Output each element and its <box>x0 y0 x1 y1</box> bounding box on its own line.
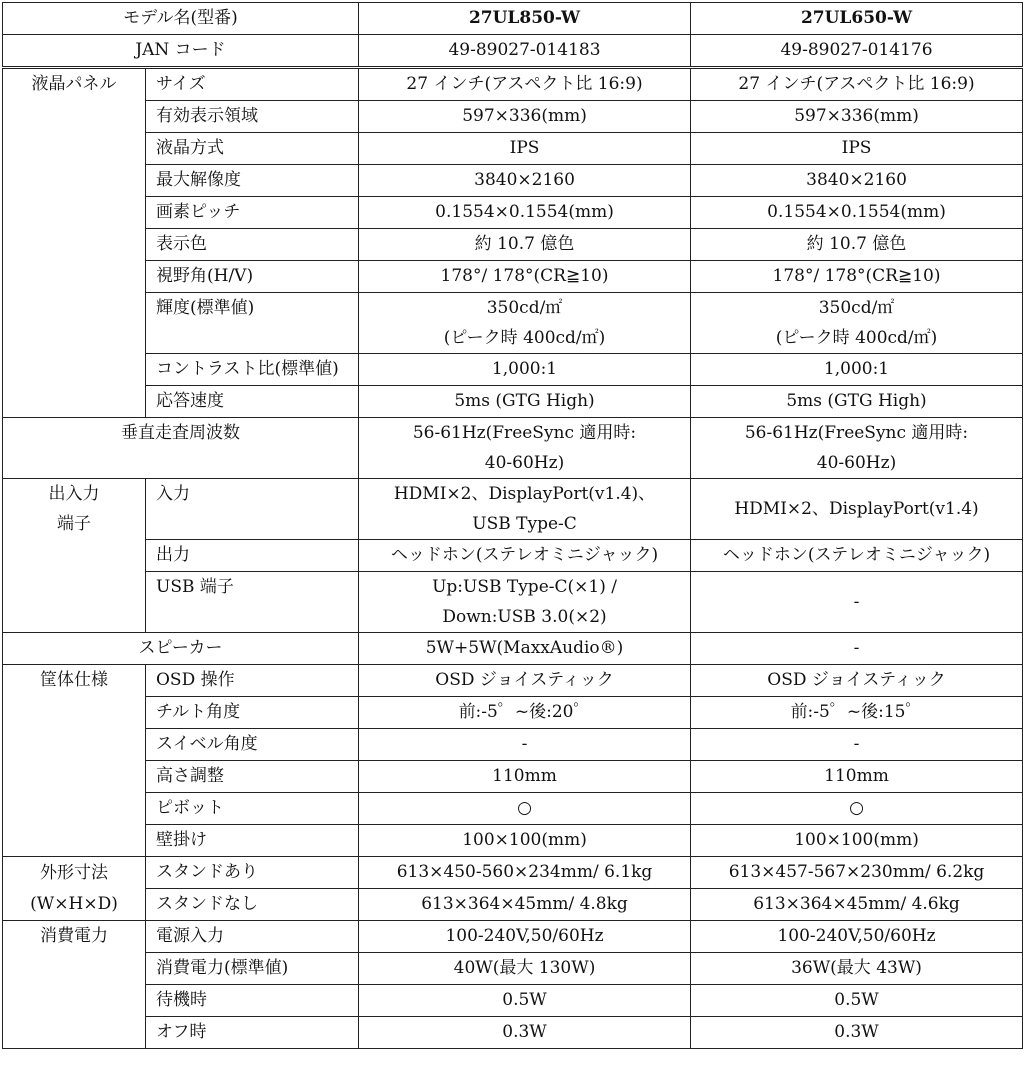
vfreq-b-line1: 56-61Hz(FreeSync 適用時: <box>744 423 969 443</box>
table-row <box>3 540 1023 572</box>
spec-table <box>2 2 1023 1049</box>
value-b: IPS <box>691 133 1023 165</box>
table-row <box>3 761 1023 793</box>
value-b: 100×100(mm) <box>691 825 1023 857</box>
value-b: 613×364×45mm/ 4.6kg <box>691 889 1023 921</box>
row-label: ピボット <box>146 793 359 825</box>
value-b: 27 インチ(アスペクト比 16:9) <box>691 68 1023 101</box>
value-b: 前:-5゜~後:15゜ <box>691 697 1023 729</box>
value-a: 110mm <box>359 761 691 793</box>
value-b: 5ms (GTG High) <box>691 386 1023 418</box>
model-b: 27UL650-W <box>691 3 1023 35</box>
row-label: スタンドなし <box>146 889 359 921</box>
model-row <box>3 3 1023 35</box>
power-group-label: 消費電力 <box>3 921 146 1049</box>
value-b: 約 10.7 億色 <box>691 229 1023 261</box>
input-a-line2: USB Type-C <box>472 514 577 534</box>
dimensions-group-label <box>3 857 146 921</box>
table-row <box>3 953 1023 985</box>
value-b: 613×457-567×230mm/ 6.2kg <box>691 857 1023 889</box>
table-row <box>3 697 1023 729</box>
brightness-b-line2: (ピーク時 400cd/㎡) <box>775 328 938 348</box>
row-label: 応答速度 <box>146 386 359 418</box>
row-label: 視野角(H/V) <box>146 261 359 293</box>
io-label-line2: 端子 <box>57 514 91 534</box>
table-row <box>3 665 1023 697</box>
table-row <box>3 793 1023 825</box>
table-row <box>3 921 1023 953</box>
speaker-label: スピーカー <box>3 633 359 665</box>
table-row <box>3 68 1023 101</box>
table-row <box>3 633 1023 665</box>
table-row <box>3 293 1023 354</box>
row-label: オフ時 <box>146 1017 359 1049</box>
row-label: OSD 操作 <box>146 665 359 697</box>
table-row <box>3 261 1023 293</box>
row-label: チルト角度 <box>146 697 359 729</box>
value-a: ○ <box>359 793 691 825</box>
value-a: 100×100(mm) <box>359 825 691 857</box>
value-a: 3840×2160 <box>359 165 691 197</box>
row-label: 輝度(標準値) <box>146 293 359 354</box>
value-a: IPS <box>359 133 691 165</box>
vfreq-b-line2: 40-60Hz) <box>816 453 897 473</box>
dimensions-label-line2: (W×H×D) <box>30 893 118 914</box>
table-row <box>3 1017 1023 1049</box>
row-label: 入力 <box>146 479 359 540</box>
value-a: 0.3W <box>359 1017 691 1049</box>
value-b: 597×336(mm) <box>691 101 1023 133</box>
value-b <box>691 293 1023 354</box>
jan-a: 49-89027-014183 <box>359 35 691 68</box>
row-label: 表示色 <box>146 229 359 261</box>
value-b: 1,000:1 <box>691 354 1023 386</box>
row-label: 液晶方式 <box>146 133 359 165</box>
brightness-a-line1: 350cd/㎡ <box>486 298 563 318</box>
value-a: 0.1554×0.1554(mm) <box>359 197 691 229</box>
value-a: 1,000:1 <box>359 354 691 386</box>
value-b: ヘッドホン(ステレオミニジャック) <box>691 540 1023 572</box>
value-a: 5W+5W(MaxxAudio®) <box>359 633 691 665</box>
value-a: 178°/ 178°(CR≧10) <box>359 261 691 293</box>
table-row <box>3 857 1023 889</box>
value-a: 5ms (GTG High) <box>359 386 691 418</box>
table-row <box>3 165 1023 197</box>
row-label: 出力 <box>146 540 359 572</box>
value-a: 100-240V,50/60Hz <box>359 921 691 953</box>
row-label: 壁掛け <box>146 825 359 857</box>
row-label: 消費電力(標準値) <box>146 953 359 985</box>
value-b: 100-240V,50/60Hz <box>691 921 1023 953</box>
row-label: 待機時 <box>146 985 359 1017</box>
value-b: 0.5W <box>691 985 1023 1017</box>
value-b: - <box>691 729 1023 761</box>
table-row <box>3 985 1023 1017</box>
value-a: 40W(最大 130W) <box>359 953 691 985</box>
row-label: USB 端子 <box>146 572 359 633</box>
table-row <box>3 572 1023 633</box>
value-b: 0.3W <box>691 1017 1023 1049</box>
value-b: OSD ジョイスティック <box>691 665 1023 697</box>
table-row <box>3 825 1023 857</box>
brightness-a-line2: (ピーク時 400cd/㎡) <box>443 328 606 348</box>
table-row <box>3 889 1023 921</box>
usb-a-line2: Down:USB 3.0(×2) <box>442 607 607 627</box>
row-label: 画素ピッチ <box>146 197 359 229</box>
row-label: サイズ <box>146 68 359 101</box>
table-row <box>3 101 1023 133</box>
row-label: コントラスト比(標準値) <box>146 354 359 386</box>
value-b: HDMI×2、DisplayPort(v1.4) <box>691 479 1023 540</box>
value-b: 110mm <box>691 761 1023 793</box>
row-label: 最大解像度 <box>146 165 359 197</box>
value-b <box>691 418 1023 479</box>
value-a: - <box>359 729 691 761</box>
table-row <box>3 354 1023 386</box>
value-a <box>359 418 691 479</box>
value-a: OSD ジョイスティック <box>359 665 691 697</box>
dimensions-label-line1: 外形寸法 <box>40 862 108 883</box>
table-row <box>3 133 1023 165</box>
brightness-b-line1: 350cd/㎡ <box>818 298 895 318</box>
value-a: 613×364×45mm/ 4.8kg <box>359 889 691 921</box>
value-b: - <box>691 572 1023 633</box>
table-row <box>3 229 1023 261</box>
jan-row <box>3 35 1023 68</box>
value-a: 約 10.7 億色 <box>359 229 691 261</box>
value-a <box>359 293 691 354</box>
value-a: 27 インチ(アスペクト比 16:9) <box>359 68 691 101</box>
row-label: 高さ調整 <box>146 761 359 793</box>
table-row <box>3 729 1023 761</box>
row-label: 有効表示領域 <box>146 101 359 133</box>
value-b: ○ <box>691 793 1023 825</box>
table-row <box>3 479 1023 540</box>
value-a: 597×336(mm) <box>359 101 691 133</box>
value-b: 0.1554×0.1554(mm) <box>691 197 1023 229</box>
table-row <box>3 197 1023 229</box>
usb-a-line1: Up:USB Type-C(×1) / <box>432 577 617 597</box>
table-row <box>3 418 1023 479</box>
model-label: モデル名(型番) <box>3 3 359 35</box>
value-b: 3840×2160 <box>691 165 1023 197</box>
input-a-line1: HDMI×2、DisplayPort(v1.4)、 <box>393 484 656 504</box>
chassis-group-label: 筐体仕様 <box>3 665 146 857</box>
panel-group-label: 液晶パネル <box>3 68 146 418</box>
model-a: 27UL850-W <box>359 3 691 35</box>
value-b: 178°/ 178°(CR≧10) <box>691 261 1023 293</box>
jan-label: JAN コード <box>3 35 359 68</box>
row-label: スイベル角度 <box>146 729 359 761</box>
value-a <box>359 572 691 633</box>
vfreq-a-line2: 40-60Hz) <box>484 453 565 473</box>
value-a: ヘッドホン(ステレオミニジャック) <box>359 540 691 572</box>
value-a <box>359 479 691 540</box>
io-label-line1: 出入力 <box>48 484 100 504</box>
value-a: 613×450-560×234mm/ 6.1kg <box>359 857 691 889</box>
value-b: - <box>691 633 1023 665</box>
vfreq-label: 垂直走査周波数 <box>3 418 359 479</box>
table-row <box>3 386 1023 418</box>
value-a: 前:-5゜~後:20゜ <box>359 697 691 729</box>
io-group-label <box>3 479 146 633</box>
row-label: スタンドあり <box>146 857 359 889</box>
row-label: 電源入力 <box>146 921 359 953</box>
vfreq-a-line1: 56-61Hz(FreeSync 適用時: <box>412 423 637 443</box>
value-b: 36W(最大 43W) <box>691 953 1023 985</box>
jan-b: 49-89027-014176 <box>691 35 1023 68</box>
value-a: 0.5W <box>359 985 691 1017</box>
